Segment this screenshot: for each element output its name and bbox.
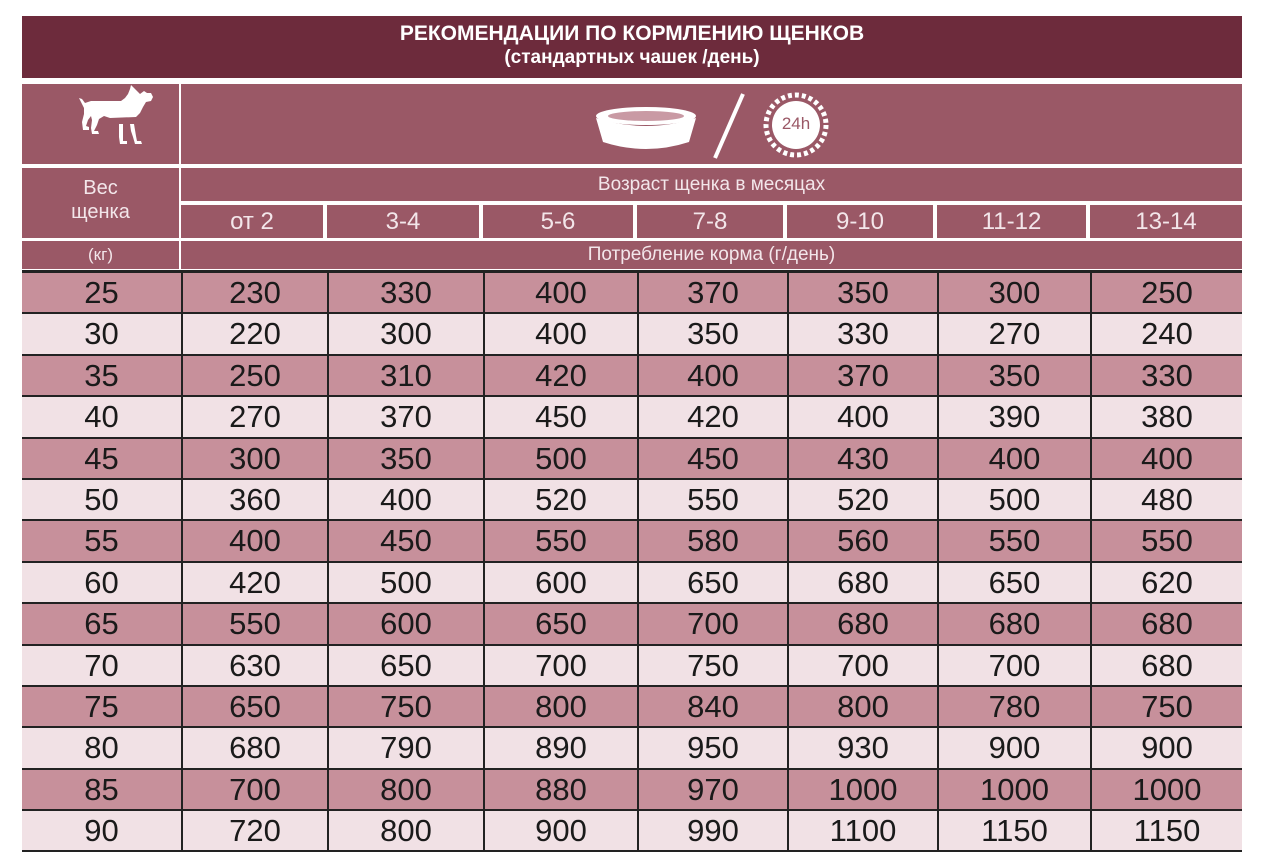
consumption-cell: 330: [1090, 356, 1242, 395]
consumption-cell: 350: [787, 273, 937, 312]
consumption-cell: 520: [483, 480, 637, 519]
consumption-cell: 330: [327, 273, 483, 312]
table-title: РЕКОМЕНДАЦИИ ПО КОРМЛЕНИЮ ЩЕНКОВ: [399, 22, 865, 45]
weight-cell: 85: [84, 771, 119, 807]
consumption-cell: 400: [483, 314, 637, 353]
weight-cell: 45: [84, 440, 119, 476]
consumption-cell: 1000: [787, 770, 937, 809]
weight-cell: 40: [84, 399, 119, 435]
consumption-cell: 750: [1090, 687, 1242, 726]
consumption-cell: 380: [1090, 397, 1242, 436]
weight-cell: 80: [84, 730, 119, 766]
consumption-cell: 1150: [937, 811, 1090, 850]
dog-icon: [22, 84, 179, 164]
consumption-cell: 450: [483, 397, 637, 436]
age-column-header: 13-14: [1090, 205, 1242, 238]
weight-cell: 60: [84, 564, 119, 600]
consumption-cell: 550: [1090, 521, 1242, 560]
consumption-cell: 550: [483, 521, 637, 560]
consumption-cell: 560: [787, 521, 937, 560]
consumption-cell: 400: [1090, 439, 1242, 478]
consumption-cell: 370: [787, 356, 937, 395]
consumption-cell: 370: [637, 273, 787, 312]
table-title-bar: [22, 16, 1242, 78]
consumption-cell: 450: [637, 439, 787, 478]
consumption-cell: 270: [181, 397, 327, 436]
table-row: [22, 687, 1242, 728]
consumption-cell: 500: [937, 480, 1090, 519]
consumption-cell: 250: [181, 356, 327, 395]
table-row: [22, 356, 1242, 397]
weight-cell: 65: [84, 606, 119, 642]
consumption-cell: 800: [327, 811, 483, 850]
consumption-cell: 500: [483, 439, 637, 478]
consumption-cell: 230: [181, 273, 327, 312]
consumption-cell: 1000: [1090, 770, 1242, 809]
table-row: [22, 563, 1242, 604]
feeding-table-body: [22, 273, 1242, 852]
consumption-cell: 350: [327, 439, 483, 478]
table-row: [22, 646, 1242, 687]
consumption-cell: 450: [327, 521, 483, 560]
consumption-cell: 300: [327, 314, 483, 353]
consumption-cell: 700: [937, 646, 1090, 685]
consumption-cell: 400: [637, 356, 787, 395]
weight-cell: 70: [84, 647, 119, 683]
weight-header: [22, 168, 179, 238]
consumption-cell: 840: [637, 687, 787, 726]
consumption-cell: 680: [181, 728, 327, 767]
table-row: [22, 604, 1242, 645]
consumption-cell: 800: [327, 770, 483, 809]
consumption-cell: 430: [787, 439, 937, 478]
age-column-header: 11-12: [937, 205, 1086, 238]
table-row: [22, 480, 1242, 521]
consumption-cell: 1000: [937, 770, 1090, 809]
consumption-cell: 420: [637, 397, 787, 436]
consumption-cell: 930: [787, 728, 937, 767]
consumption-cell: 650: [637, 563, 787, 602]
slash-divider: [709, 90, 749, 162]
clock-24h-icon: [763, 92, 829, 158]
weight-cell: 55: [84, 523, 119, 559]
consumption-cell: 350: [637, 314, 787, 353]
consumption-cell: 480: [1090, 480, 1242, 519]
consumption-cell: 400: [327, 480, 483, 519]
consumption-cell: 880: [483, 770, 637, 809]
consumption-cell: 650: [937, 563, 1090, 602]
consumption-cell: 580: [637, 521, 787, 560]
consumption-cell: 750: [327, 687, 483, 726]
weight-cell: 50: [84, 481, 119, 517]
consumption-cell: 350: [937, 356, 1090, 395]
weight-cell: 75: [84, 688, 119, 724]
consumption-cell: 720: [181, 811, 327, 850]
consumption-cell: 680: [1090, 646, 1242, 685]
table-row: [22, 521, 1242, 562]
consumption-cell: 550: [637, 480, 787, 519]
consumption-cell: 400: [181, 521, 327, 560]
consumption-cell: 680: [787, 604, 937, 643]
consumption-cell: 680: [787, 563, 937, 602]
consumption-cell: 680: [1090, 604, 1242, 643]
table-row: [22, 397, 1242, 438]
consumption-cell: 970: [637, 770, 787, 809]
consumption-cell: 620: [1090, 563, 1242, 602]
consumption-cell: 800: [787, 687, 937, 726]
consumption-cell: 990: [637, 811, 787, 850]
clock-24h-label: 24h: [781, 114, 811, 133]
consumption-cell: 700: [181, 770, 327, 809]
consumption-cell: 600: [483, 563, 637, 602]
consumption-cell: 360: [181, 480, 327, 519]
consumption-cell: 250: [1090, 273, 1242, 312]
weight-cell: 35: [84, 357, 119, 393]
table-subtitle: (стандартных чашек /день): [504, 47, 760, 68]
consumption-cell: 650: [483, 604, 637, 643]
consumption-cell: 900: [483, 811, 637, 850]
age-column-header: 9-10: [787, 205, 933, 238]
consumption-cell: 300: [937, 273, 1090, 312]
consumption-cell: 600: [327, 604, 483, 643]
weight-cell: 30: [84, 316, 119, 352]
dog-icon-cell: [22, 84, 179, 164]
consumption-cell: 370: [327, 397, 483, 436]
consumption-cell: 270: [937, 314, 1090, 353]
consumption-cell: 520: [787, 480, 937, 519]
consumption-cell: 330: [787, 314, 937, 353]
age-column-header: 3-4: [327, 205, 479, 238]
table-row: [22, 439, 1242, 480]
consumption-cell: 1100: [787, 811, 937, 850]
weight-unit-label: (кг): [22, 241, 179, 269]
age-caption: Возраст щенка в месяцах: [181, 168, 1242, 201]
consumption-cell: 800: [483, 687, 637, 726]
consumption-cell: 890: [483, 728, 637, 767]
consumption-cell: 390: [937, 397, 1090, 436]
consumption-cell: 300: [181, 439, 327, 478]
consumption-caption: Потребление корма (г/день): [181, 241, 1242, 269]
consumption-cell: 420: [181, 563, 327, 602]
consumption-cell: 500: [327, 563, 483, 602]
age-column-header: 7-8: [637, 205, 783, 238]
weight-cell: 90: [84, 813, 119, 849]
table-row: [22, 728, 1242, 769]
age-column-header: 5-6: [483, 205, 633, 238]
consumption-cell: 750: [637, 646, 787, 685]
consumption-cell: 400: [787, 397, 937, 436]
consumption-cell: 700: [483, 646, 637, 685]
consumption-cell: 630: [181, 646, 327, 685]
table-row: [22, 811, 1242, 852]
weight-label-line1: Вес: [83, 177, 118, 199]
consumption-cell: 900: [937, 728, 1090, 767]
consumption-cell: 950: [637, 728, 787, 767]
consumption-cell: 220: [181, 314, 327, 353]
consumption-cell: 310: [327, 356, 483, 395]
table-row: [22, 770, 1242, 811]
table-row: [22, 273, 1242, 314]
consumption-cell: 700: [787, 646, 937, 685]
weight-label-line2: щенка: [71, 201, 130, 223]
weight-cell: 25: [84, 275, 119, 310]
consumption-cell: 550: [937, 521, 1090, 560]
consumption-cell: 650: [327, 646, 483, 685]
consumption-cell: 400: [483, 273, 637, 312]
consumption-cell: 420: [483, 356, 637, 395]
consumption-cell: 700: [637, 604, 787, 643]
consumption-cell: 1150: [1090, 811, 1242, 850]
consumption-cell: 650: [181, 687, 327, 726]
bowl-clock-icons-cell: [181, 84, 1242, 164]
bowl-icon: [591, 104, 701, 152]
consumption-cell: 790: [327, 728, 483, 767]
consumption-cell: 780: [937, 687, 1090, 726]
consumption-cell: 680: [937, 604, 1090, 643]
consumption-cell: 900: [1090, 728, 1242, 767]
consumption-cell: 550: [181, 604, 327, 643]
consumption-cell: 240: [1090, 314, 1242, 353]
consumption-cell: 400: [937, 439, 1090, 478]
table-row: [22, 314, 1242, 355]
age-column-header: от 2: [181, 205, 323, 238]
